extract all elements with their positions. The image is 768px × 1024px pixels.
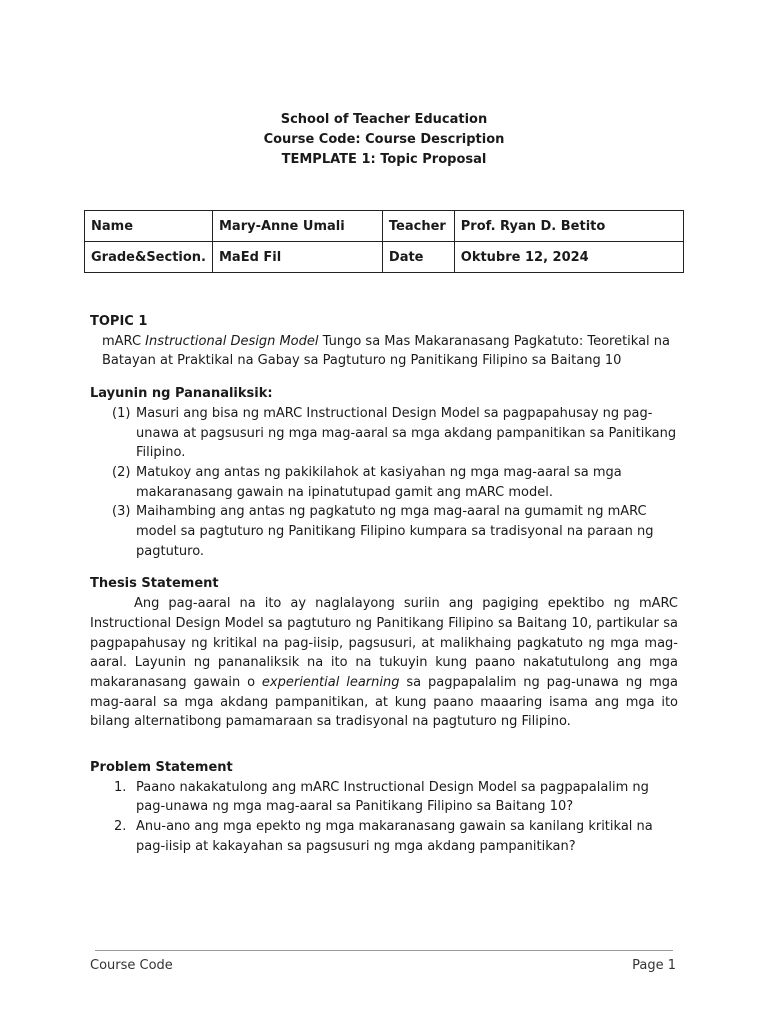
thesis-paragraph [90, 594, 678, 732]
list-item-text: Paano nakakatulong ang mARC Instructional Design Model sa pagpapalalim ng pag-unawa ng mga mag-aaral sa Panitikang Filipino sa Baitang 10? [136, 779, 649, 815]
list-number: 2. [114, 819, 127, 835]
list-item [90, 463, 678, 502]
list-number: (2) [112, 464, 131, 480]
name-label: Name [85, 211, 213, 242]
topic-title-prefix: mARC [102, 333, 146, 349]
list-item-text: Anu-ano ang mga epekto ng mga makaranasang gawain sa kanilang kritikal na pag-iisip at kakayahan sa pagsusuri ng mga akdang pampanitikan? [136, 819, 653, 854]
date-label: Date [382, 242, 454, 273]
list-item-text: Matukoy ang antas ng pakikilahok at kasiyahan ng mga mag-aaral sa mga makaranasang gawain na ipinatutupad gamit ang mARC model. [136, 464, 622, 500]
topic-title-rest: Tungo sa Mas Makaranasang Pagkatuto: Teoretikal na Batayan at Praktikal na Gabay sa Pagtuturo ng Panitikang Filipino sa Baitang 10 [102, 333, 671, 369]
list-item [90, 404, 678, 463]
topic-title [90, 332, 678, 371]
list-number: 1. [114, 779, 127, 795]
name-value: Mary-Anne Umali [213, 211, 383, 242]
thesis-text-1: Ang pag-aaral na ito ay naglalayong suriin ang pagiging epektibo ng mARC Instructional Design Model sa pagtuturo ng Panitikang Filipino sa Baitang 10, partikular sa pagpapahusay ng kritikal na pag-iisip, pagsusuri, at malikhaing pagkatuto ng mga mag-aaral. Layunin ng pananaliksik na ito na tukuyin kung paano nakatutulong ang mga makaranasang gawain o [90, 596, 678, 690]
template-title: TEMPLATE 1: Topic Proposal [281, 152, 487, 167]
teacher-value: Prof. Ryan D. Betito [454, 211, 683, 242]
grade-section-label: Grade&Section. [85, 242, 213, 273]
list-item-text: Masuri ang bisa ng mARC Instructional Design Model sa pagpapahusay ng pag-unawa at pagsusuri ng mga mag-aaral sa mga akdang pampanitikan sa Panitikang Filipino. [136, 405, 677, 461]
thesis-text-2: sa pagpapalalim ng pag-unawa ng mga mag-aaral sa mga akdang pampanitikan, at kung paano maaaring isama ang mga ito bilang alternatibong pamamaraan sa tradisyonal na pagtuturo ng Filipino. [90, 674, 678, 730]
topic-title-italic: Instructional Design Model [145, 333, 319, 349]
footer-page-number: Page 1 [632, 958, 676, 973]
grade-section-value: MaEd Fil [213, 242, 383, 273]
objectives-list [90, 404, 678, 562]
document-body [90, 312, 678, 857]
thesis-text-italic: experiential learning [261, 674, 400, 690]
footer-divider [95, 950, 673, 951]
list-item [90, 778, 678, 817]
table-row [85, 211, 684, 242]
objectives-heading: Layunin ng Pananaliksik: [90, 386, 273, 402]
list-item [90, 817, 678, 856]
list-number: (1) [112, 405, 131, 421]
problem-heading: Problem Statement [90, 760, 233, 776]
school-name: School of Teacher Education [280, 112, 488, 127]
thesis-heading: Thesis Statement [90, 576, 219, 592]
list-number: (3) [112, 504, 131, 520]
student-info-table [84, 210, 684, 273]
topic-heading: TOPIC 1 [90, 314, 148, 329]
footer-course-code: Course Code [90, 958, 173, 973]
list-item-text: Maihambing ang antas ng pagkatuto ng mga mag-aaral na gumamit ng mARC model sa pagtuturo ng Panitikang Filipino kumpara sa tradisyonal na paraan ng pagtuturo. [136, 504, 654, 559]
problem-list [90, 778, 678, 857]
document-header [0, 110, 768, 170]
date-value: Oktubre 12, 2024 [454, 242, 683, 273]
teacher-label: Teacher [382, 211, 454, 242]
course-code-line: Course Code: Course Description [263, 132, 505, 147]
list-item [90, 502, 678, 561]
table-row [85, 242, 684, 273]
